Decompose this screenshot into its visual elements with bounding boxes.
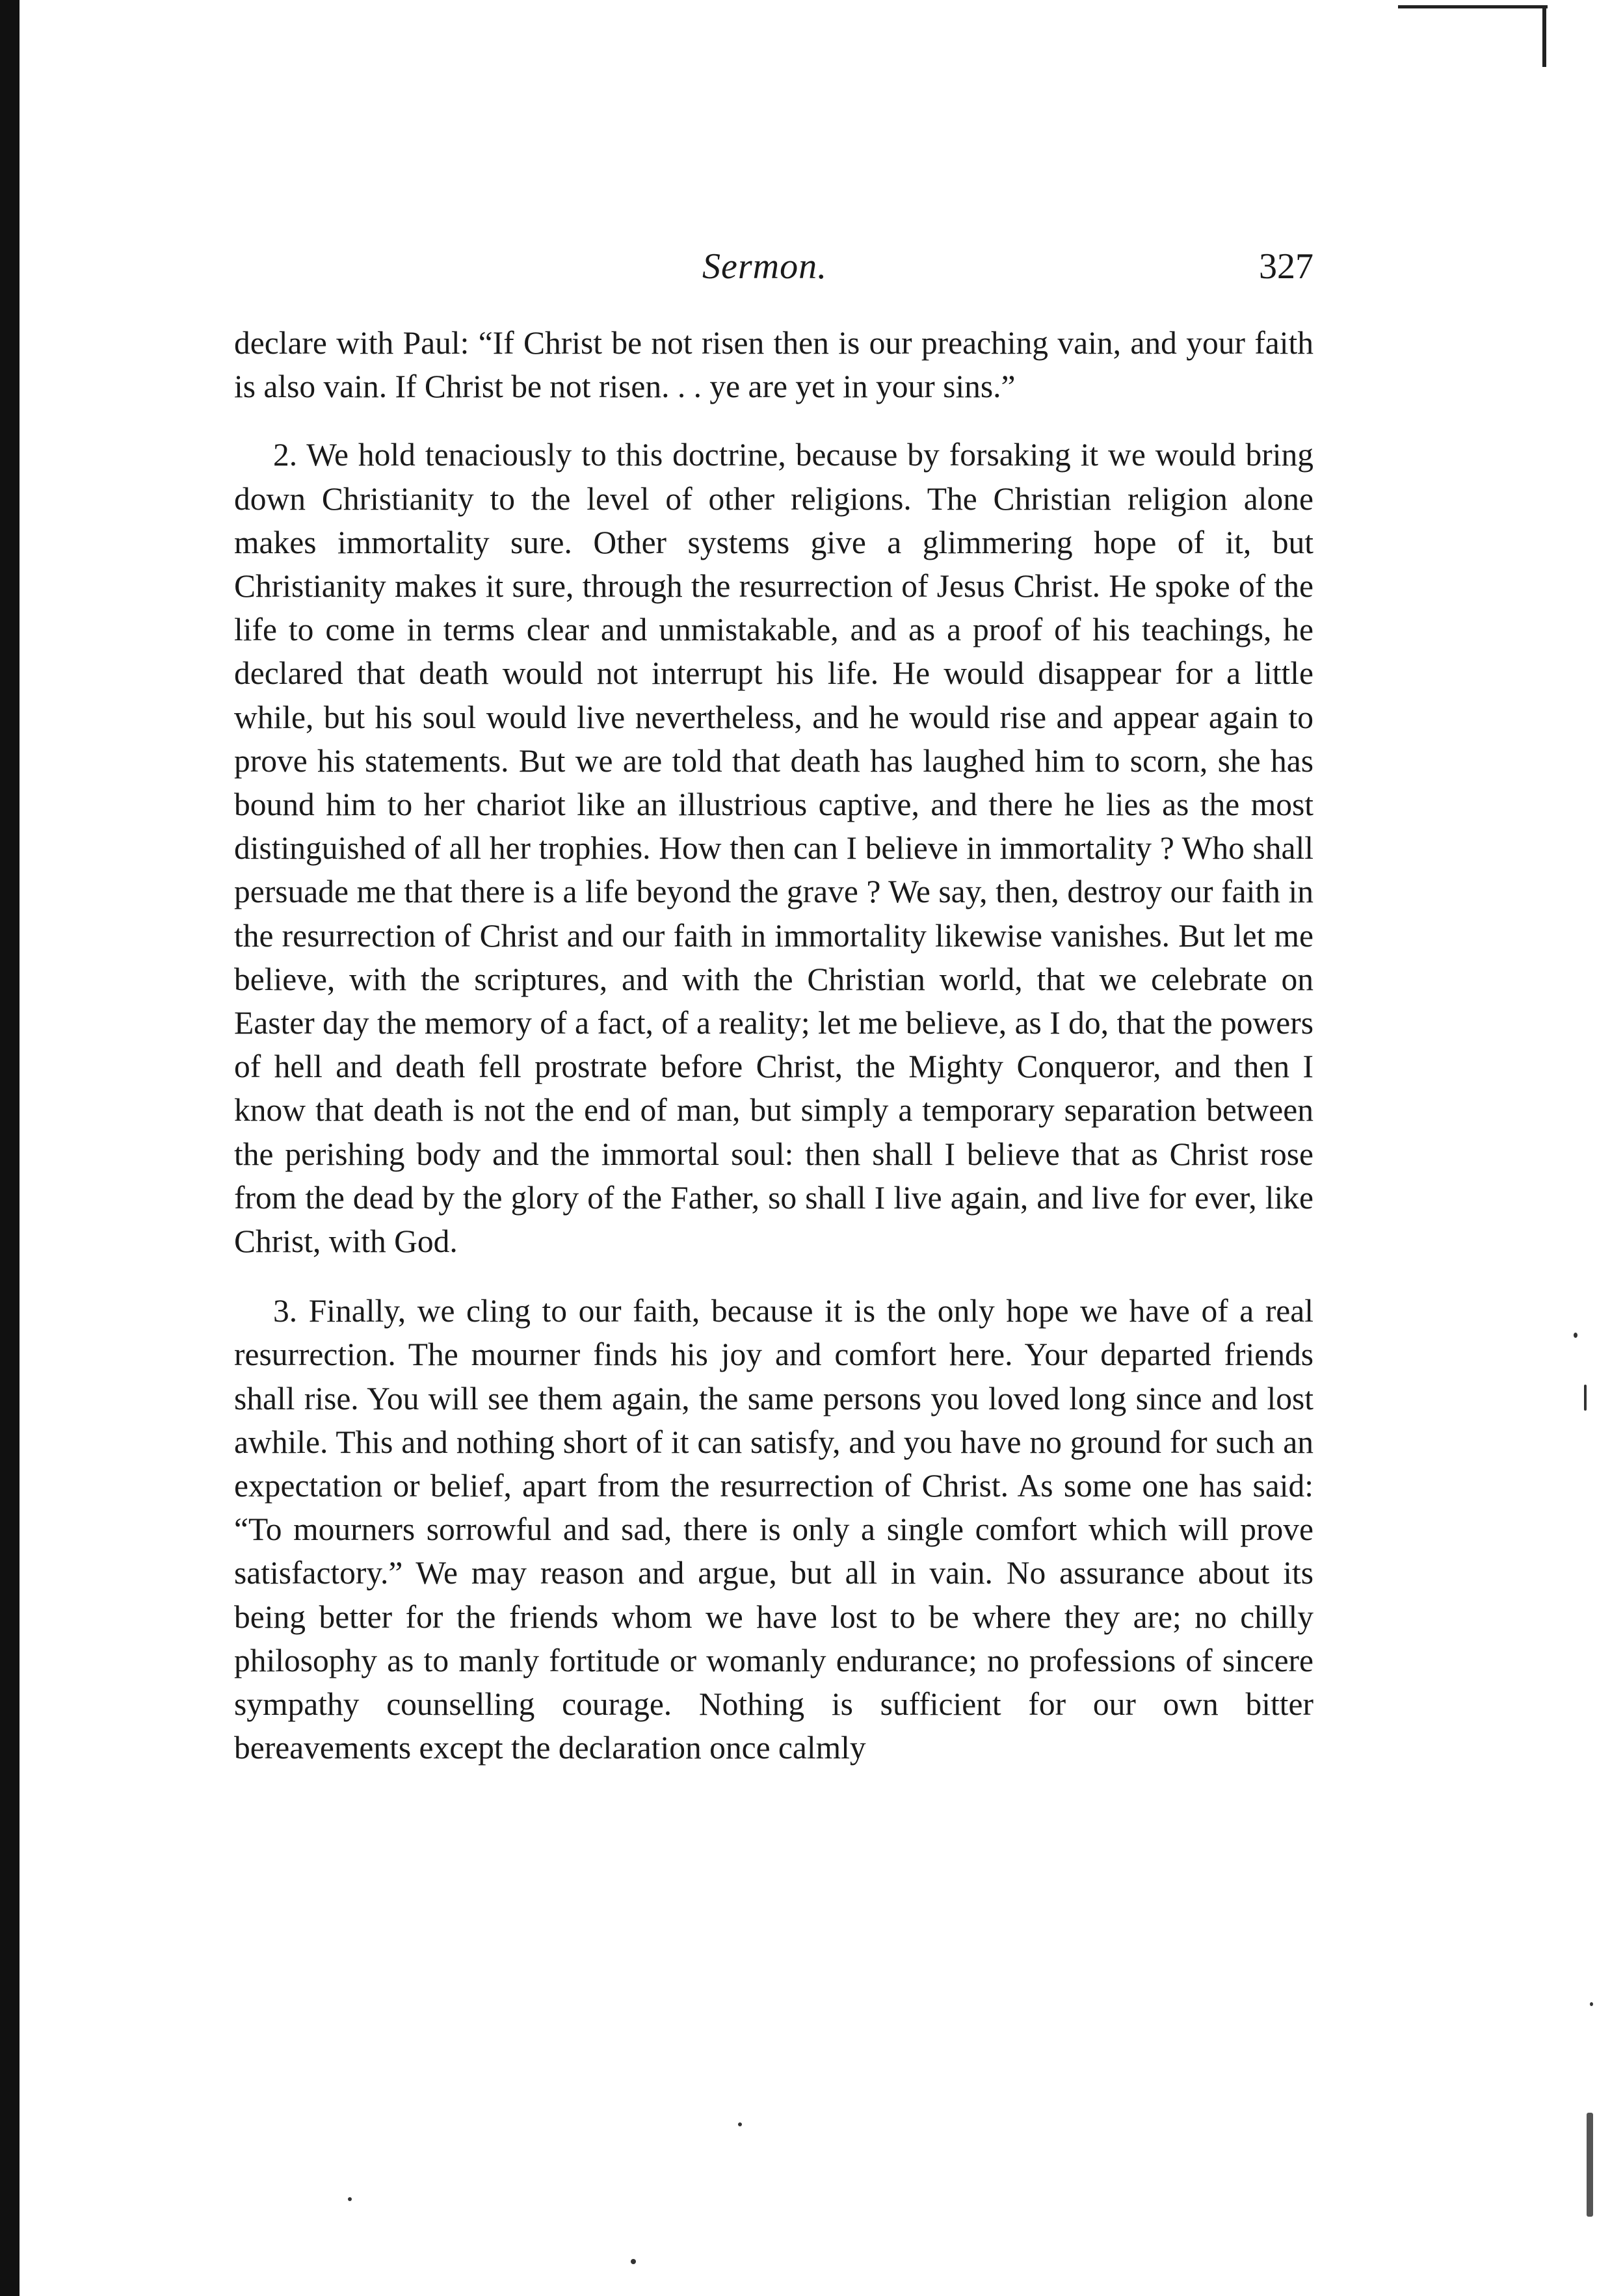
running-head [234,246,1313,298]
body-text [234,321,1313,1770]
paragraph-continued: declare with Paul: “If Christ be not risen then is our preaching vain, and your faith is also vain. If Christ be not risen. . . ye are yet in your sins.” [234,325,1313,405]
margin-speck [631,2259,636,2264]
margin-speck [1574,1333,1577,1338]
margin-speck [1587,2113,1593,2217]
page-binding-edge [0,0,20,2296]
scan-corner-tick [1542,5,1546,67]
paragraph-point-3: 3. Finally, we cling to our faith, because it is the only hope we have of a real resurrection. The mourner finds his joy and comfort here. Your departed friends shall rise. You will see them again, the same persons you loved long since and lost awhile. This and nothing short of it can satisfy, and you have no ground for such an expectation or belief, apart from the resurrection of Christ. As some one has said: “To mourners sorrowful and sad, there is only a single comfort which will prove satisfactory.” We may reason and argue, but all in vain. No assurance about its being better for the friends whom we have lost to be where they are; no chilly philosophy as to manly fortitude or womanly endurance; no professions of sincere sympathy counselling courage. Nothing is sufficient for our own bitter bereavements except the declaration once calmly [234,1293,1313,1766]
page-number: 327 [1259,246,1313,287]
margin-speck [1590,2002,1593,2006]
scan-corner-rule [1398,5,1548,8]
margin-speck [738,2122,742,2126]
margin-speck [1584,1385,1587,1411]
running-title: Sermon. [702,246,828,287]
margin-speck [348,2197,352,2201]
paragraph-point-2: 2. We hold tenaciously to this doctrine, because by forsaking it we would bring down Christianity to the level of other religions. The Christian religion alone makes immortality sure. Other systems give a glimmering hope of it, but Christianity makes it sure, through the resurrection of Jesus Christ. He spoke of the life to come in terms clear and unmistakable, and as a proof of his teachings, he declared that death would not interrupt his life. He would disappear for a little while, but his soul would live nevertheless, and he would rise and appear again to prove his statements. But we are told that death has laughed him to scorn, she has bound him to her chariot like an illustrious captive, and there he lies as the most distinguished of all her trophies. How then can I believe in immortality ? Who shall persuade me that there is a life beyond the grave ? We say, then, destroy our faith in the resurrection of Christ and our faith in immortality likewise vanishes. But let me believe, with the scriptures, and with the Christian world, that we celebrate on Easter day the memory of a fact, of a reality; let me believe, as I do, that the powers of hell and death fell prostrate before Christ, the Mighty Conqueror, and then I know that death is not the end of man, but simply a temporary separation between the perishing body and the immortal soul: then shall I believe that as Christ rose from the dead by the glory of the Father, so shall I live again, and live for ever, like Christ, with God. [234,437,1313,1260]
